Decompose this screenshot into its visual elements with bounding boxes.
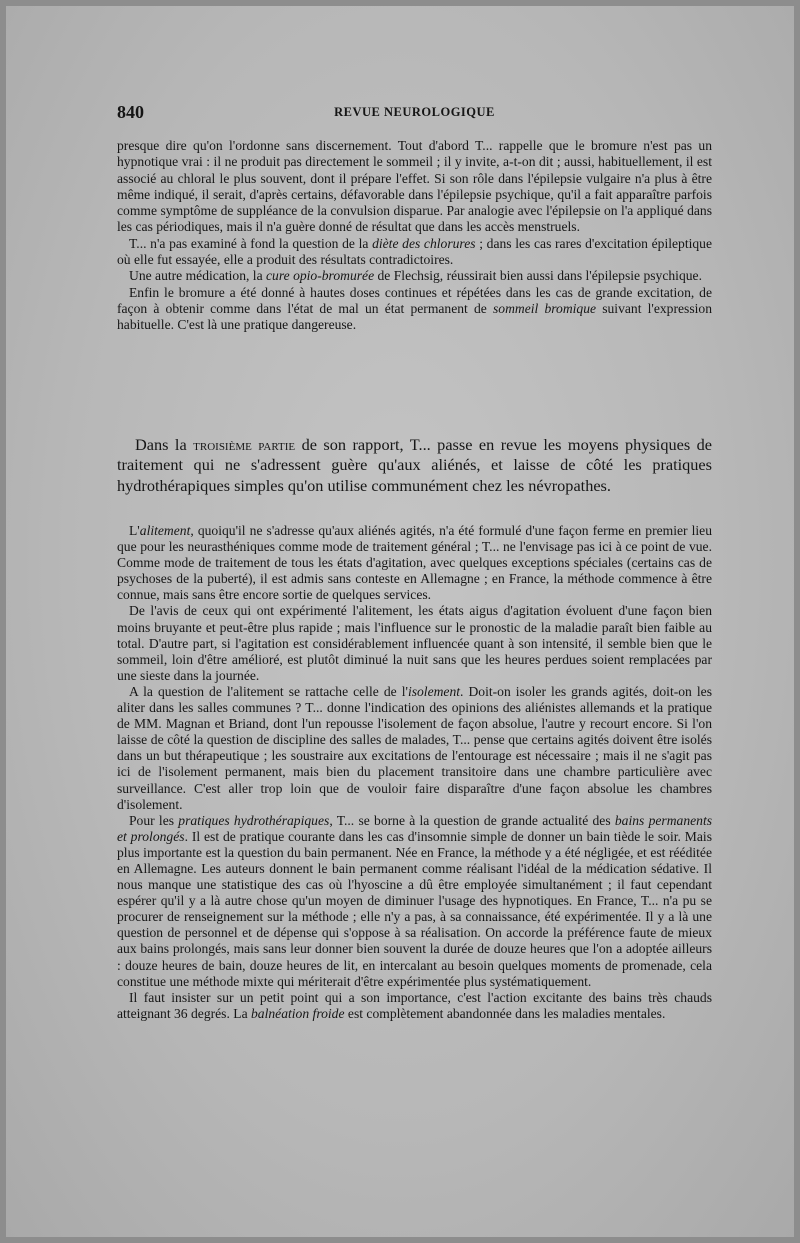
paragraph: A la question de l'alitement se rattache celle de l'isolement. Doit-on isoler les grands agités, doit-on les aliter dans les salles communes ? T... donne l'indication des opinions des aliénistes allemands et la pratique de MM. Magnan et Briand, dont l'un repousse l'isolement de façon absolue, l'autre y recourt encore. Si l'on laisse de côté la question de discipline des salles de malades, T... pense que certains agités doivent être isolés dans un but thérapeutique ; les soustraire aux excitations de l'entourage est nécessaire ; mais il ne s'agit pas ici de l'isolement permanent, mais bien du placement transitoire dans une chambre particulière avec surveillance. C'est aller trop loin que de vouloir faire disparaître d'une façon absolue les chambres d'isolement. xyxy=(117,683,712,812)
page-number: 840 xyxy=(117,102,144,122)
intro-paragraph: Dans la troisième partie de son rapport, T... passe en revue les moyens physiques de traitement qui ne s'adressent guère qu'aux aliénés, et laisse de côté les pratiques hydrothérapiques simples qu'on utilise communément chez les névropathes. xyxy=(117,435,712,495)
italic-term: balnéation froide xyxy=(251,1005,345,1021)
paragraph: De l'avis de ceux qui ont expérimenté l'alitement, les états aigus d'agitation évoluent d'une façon bien moins bruyante et peut-être plus rapide ; mais l'influence sur le pronostic de la maladie paraît bien faible au total. D'autre part, si l'agitation est considérablement influencée quant à son intensité, il semble bien que le sommeil, loin d'être amélioré, est plutôt diminué la nuit sans que les heures perdues soient remplacées par une sieste dans la journée. xyxy=(117,603,712,683)
paragraph: Une autre médication, la cure opio-bromurée de Flechsig, réussirait bien aussi dans l'épilepsie psychique. xyxy=(129,268,702,284)
paragraph: T... n'a pas examiné à fond la question de la diète des chlorures ; dans les cas rares d'excitation épileptique où elle fut essayée, elle a produit des résultats contradictoires. xyxy=(117,235,713,268)
physical-treatment-section xyxy=(117,523,712,1022)
bromide-section xyxy=(117,138,712,334)
scanned-page xyxy=(6,6,794,1237)
paragraph: presque dire qu'on l'ordonne sans discernement. Tout d'abord T... rappelle que le bromure n'est pas un hypnotique vrai : il ne produit pas directement le sommeil ; il y invite, a-t-on dit ; aussi, habituellement, il est associé au chloral le plus souvent, dont il prépare l'effet. Si son rôle dans l'épilepsie vulgaire n'a plus à être même indiqué, il serait, d'après certains, défavorable dans l'épilepsie psychique, qu'il a fait apparaître parfois comme symptôme de suppléance de la convulsion disparue. Par analogie avec l'épilepsie on l'a appliqué dans les cas périodiques, mais il n'a guère donné de résultat que dans les accès menstruels. xyxy=(117,138,712,235)
italic-term: bains permanents et prolongés xyxy=(117,812,713,844)
running-title: REVUE NEUROLOGIQUE xyxy=(334,105,495,119)
italic-term: diète des chlorures xyxy=(372,235,476,251)
paragraph: Il faut insister sur un petit point qui a son importance, c'est l'action excitante des bains très chauds atteignant 36 degrés. La balnéation froide est complètement abandonnée dans les maladies mentales. xyxy=(117,989,712,1021)
italic-term: cure opio-bromurée xyxy=(266,268,375,284)
physical-treatment-intro xyxy=(117,435,712,496)
paragraph: Pour les pratiques hydrothérapiques, T... se borne à la question de grande actualité des bains permanents et prolongés. Il est de pratique courante dans les cas d'insomnie simple de donner un bain tiède le soir. Mais plus importante est la question du bain permanent. Née en France, la méthode y a été négligée, et est rééditée en Allemagne. Les auteurs donnent le bain permanent comme réalisant l'idéal de la médication sédative. Il nous manque une statistique des cas où l'hyoscine a dû être employée simultanément ; il faut cependant espérer qu'il y a là autre chose qu'un moyen de diminuer l'usage des hypnotiques. En France, T... n'a pu se procurer de renseignement sur la méthode ; elle n'y a pas, à sa connaissance, été expérimentée. Il y a là une question de personnel et de dépense qui s'oppose à sa réalisation. On accorde la préférence faute de mieux aux bains prolongés, mais sans leur donner bien souvent la durée de douze heures que l'on a adoptée ailleurs : douze heures de bain, douze heures de lit, en intercalant au besoin quelques moments de promenade, cela constitue une méthode mixte qui mériterait d'être expérimentée plus systématiquement. xyxy=(117,812,713,989)
paragraph: L'alitement, quoiqu'il ne s'adresse qu'aux aliénés agités, n'a été formulé d'une façon ferme en premier lieu que pour les neurasthéniques comme mode de traitement général ; T... ne l'envisage pas ici à ce point de vue. Comme mode de traitement de tous les états d'agitation, avec quelques exceptions spéciales (certains cas de psychoses de la puberté), il est admis sans conteste en Allemagne ; en France, la méthode commence à être connue, mais sans être encore sortie de quelques services. xyxy=(117,523,712,603)
paragraph: Enfin le bromure a été donné à hautes doses continues et répétées dans les cas de grande excitation, de façon à obtenir comme dans l'état de mal un état permanent de sommeil bromique suivant l'expression habituelle. C'est là une pratique dangereuse. xyxy=(117,284,712,333)
small-caps-heading: troisième partie xyxy=(193,435,296,454)
page-header xyxy=(117,102,712,126)
italic-term: alitement xyxy=(139,523,191,538)
italic-term: sommeil bromique xyxy=(492,300,597,316)
italic-term: isolement xyxy=(407,683,461,699)
italic-term: pratiques hydrothérapiques xyxy=(178,812,330,828)
